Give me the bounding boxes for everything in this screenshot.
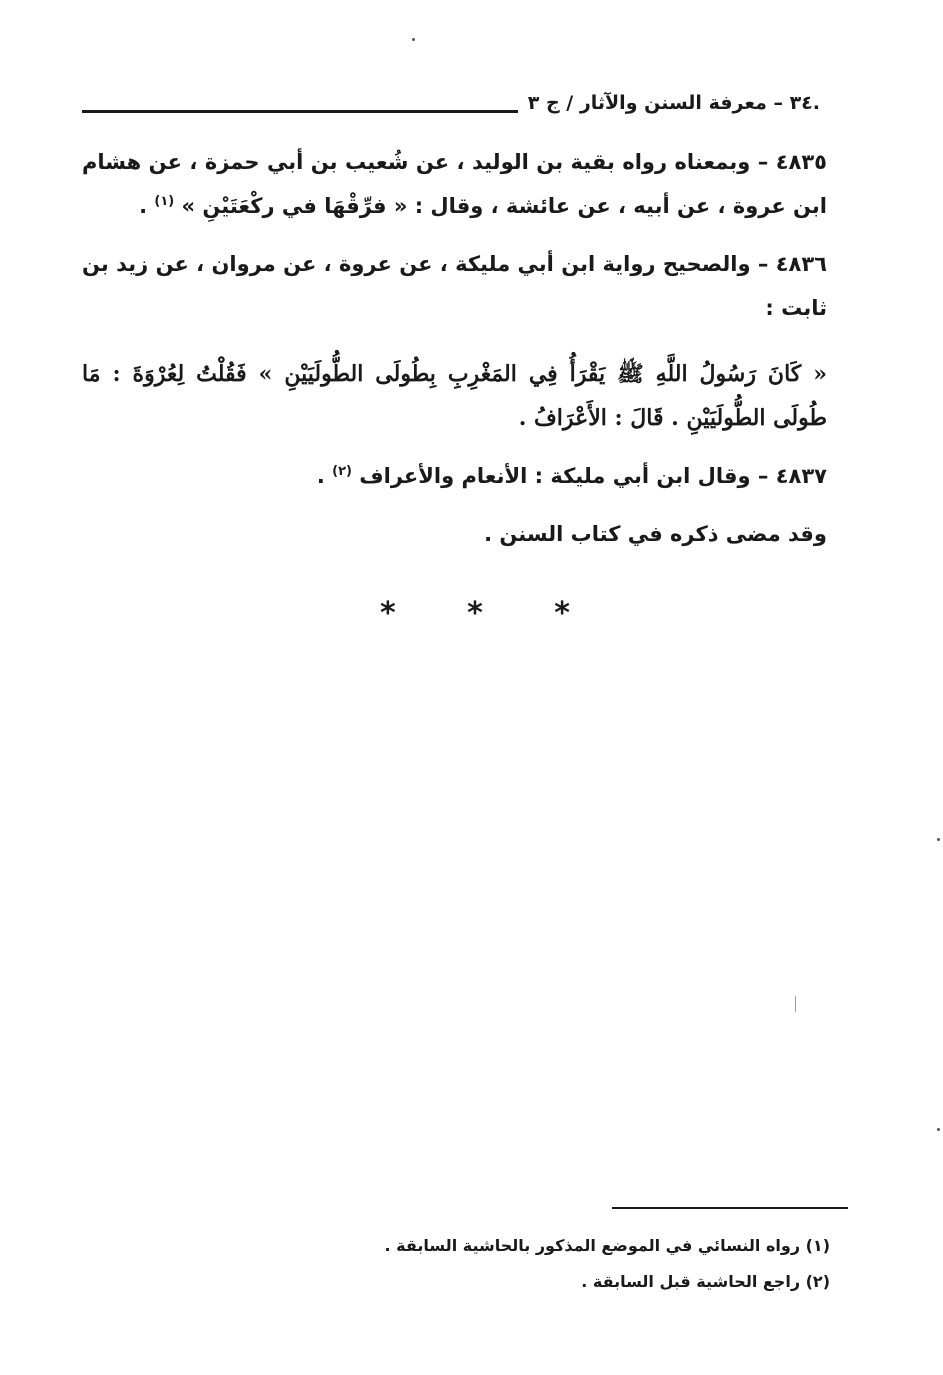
footnote-ref[interactable]: (٢) [332, 464, 352, 479]
entry-number: ٤٨٣٥ [775, 150, 827, 174]
scan-speck [937, 1128, 940, 1131]
entry-4836 [82, 242, 827, 330]
page-title: .٣٤ – معرفة السنن والآثار / ج ٣ [527, 92, 820, 114]
scan-speck [795, 996, 796, 1012]
entry-tail: . [316, 464, 333, 488]
footnote-ref[interactable]: (١) [154, 194, 175, 209]
closing-note: وقد مضى ذكره في كتاب السنن . [484, 522, 827, 546]
entry-tail: . [139, 194, 155, 218]
asterisk: * [467, 596, 483, 631]
entry-text: – وقال ابن أبي مليكة : الأنعام والأعراف [351, 464, 776, 488]
entry-4837 [82, 454, 827, 498]
footnote-rule [612, 1207, 848, 1209]
entry-text: – والصحيح رواية ابن أبي مليكة ، عن عروة ، عن مروان ، عن زيد بن ثابت : [82, 252, 827, 320]
entry-number: ٤٨٣٧ [775, 464, 827, 488]
footnote-1: (١) رواه النسائي في الموضع المذكور بالحاشية السابقة . [384, 1236, 830, 1255]
hadith-quote: « كَانَ رَسُولُ اللَّهِ ﷺ يَقْرَأُ فِي المَغْرِبِ بِطُولَى الطُّولَيَيْنِ » فَقُلْتُ لِعُرْوَةَ : مَا طُولَى الطُّولَيَيْنِ . قَالَ : الأَعْرَافُ . [82, 361, 827, 431]
entry-text: – وبمعناه رواه بقية بن الوليد ، عن شُعيب بن أبي حمزة ، عن هشام ابن عروة ، عن أبيه ، عن عائشة ، وقال : « فرِّقْهَا في ركْعَتَيْنِ » [82, 150, 827, 218]
entry-4835 [82, 140, 827, 228]
scan-speck [412, 38, 415, 41]
entry-number: ٤٨٣٦ [775, 252, 827, 276]
footnotes [340, 1228, 830, 1300]
asterisk: * [380, 596, 396, 631]
asterisk: * [554, 596, 570, 631]
main-text [82, 140, 827, 570]
scan-speck [937, 838, 940, 841]
running-header [82, 86, 820, 116]
header-rule [82, 110, 518, 113]
footnote-2: (٢) راجع الحاشية قبل السابقة . [581, 1272, 830, 1291]
section-separator [380, 596, 570, 631]
